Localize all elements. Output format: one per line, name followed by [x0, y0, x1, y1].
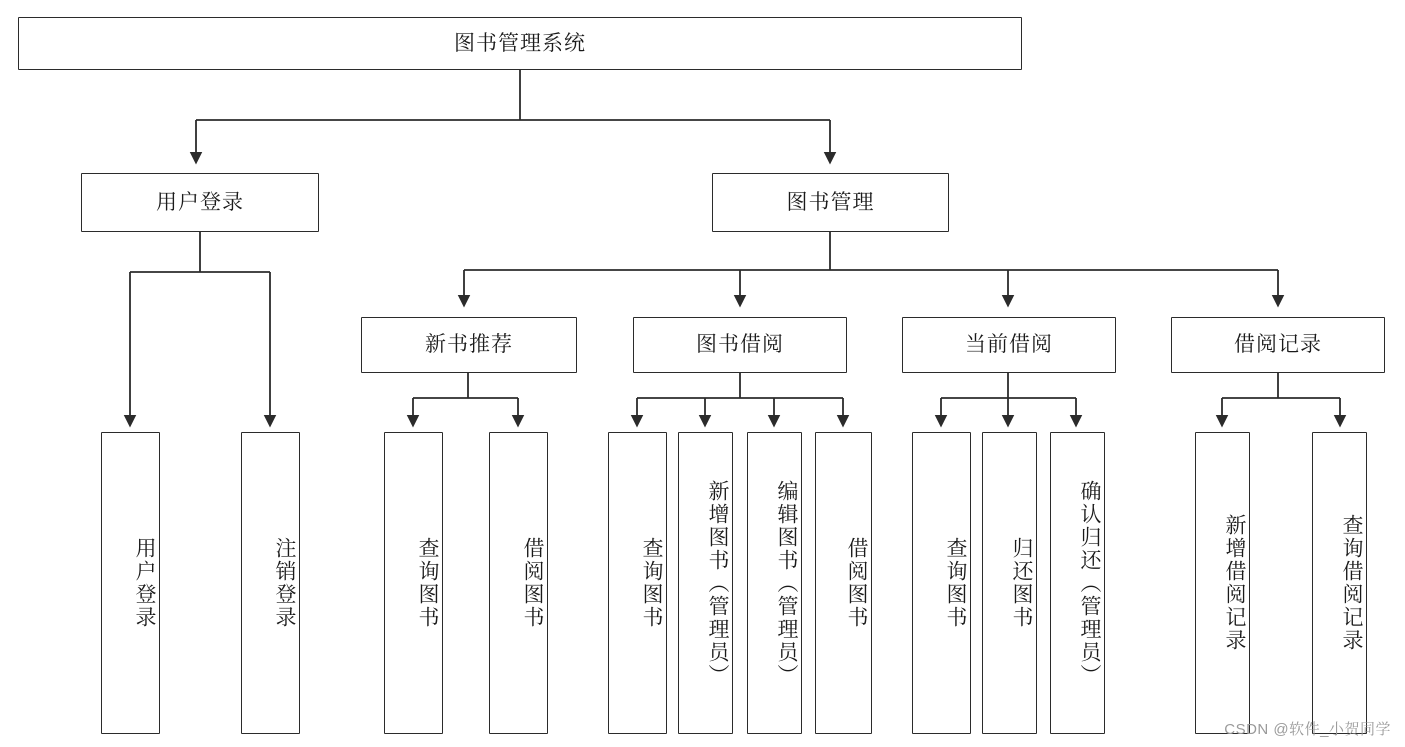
node-label: 查询图书 — [944, 537, 967, 629]
node-label: 当前借阅 — [965, 333, 1053, 357]
node-label: 用户登录 — [156, 190, 244, 214]
leaf-current-return-book[interactable] — [982, 432, 1037, 734]
node-label: 图书管理 — [786, 190, 875, 214]
node-label: 用户登录 — [133, 537, 156, 629]
leaf-current-confirm-return[interactable] — [1050, 432, 1105, 734]
node-label: 新增借阅记录 — [1223, 514, 1246, 652]
leaf-recommend-query-book[interactable] — [384, 432, 443, 734]
node-root-system[interactable] — [18, 17, 1022, 70]
node-label: 编辑图书（管理员） — [775, 479, 798, 687]
leaf-borrow-query-book[interactable] — [608, 432, 667, 734]
leaf-borrow-add-book[interactable] — [678, 432, 733, 734]
leaf-record-add-record[interactable] — [1195, 432, 1250, 734]
node-label: 图书借阅 — [696, 333, 784, 357]
watermark-credit: CSDN @软件_小贺同学 — [1224, 721, 1391, 738]
node-label: 确认归还（管理员） — [1078, 479, 1101, 687]
leaf-current-query-book[interactable] — [912, 432, 971, 734]
node-label: 注销登录 — [273, 537, 296, 629]
node-label: 新书推荐 — [425, 333, 513, 357]
node-book-management[interactable] — [712, 173, 949, 232]
leaf-borrow-borrow-book[interactable] — [815, 432, 872, 734]
node-label: 借阅记录 — [1234, 333, 1322, 357]
node-new-book-recommend[interactable] — [361, 317, 577, 373]
leaf-user-login-login[interactable] — [101, 432, 160, 734]
node-label: 借阅图书 — [521, 537, 544, 629]
leaf-user-login-logout[interactable] — [241, 432, 300, 734]
node-label: 图书管理系统 — [454, 31, 586, 55]
node-label: 查询借阅记录 — [1340, 514, 1363, 652]
node-label: 新增图书（管理员） — [706, 479, 729, 687]
node-book-borrow[interactable] — [633, 317, 847, 373]
node-label: 查询图书 — [416, 537, 439, 629]
node-label: 查询图书 — [640, 537, 663, 629]
node-label: 归还图书 — [1010, 537, 1033, 629]
leaf-borrow-edit-book[interactable] — [747, 432, 802, 734]
node-borrow-record[interactable] — [1171, 317, 1385, 373]
node-user-login[interactable] — [81, 173, 319, 232]
leaf-record-query-record[interactable] — [1312, 432, 1367, 734]
node-label: 借阅图书 — [845, 537, 868, 629]
leaf-recommend-borrow-book[interactable] — [489, 432, 548, 734]
node-current-borrow[interactable] — [902, 317, 1116, 373]
